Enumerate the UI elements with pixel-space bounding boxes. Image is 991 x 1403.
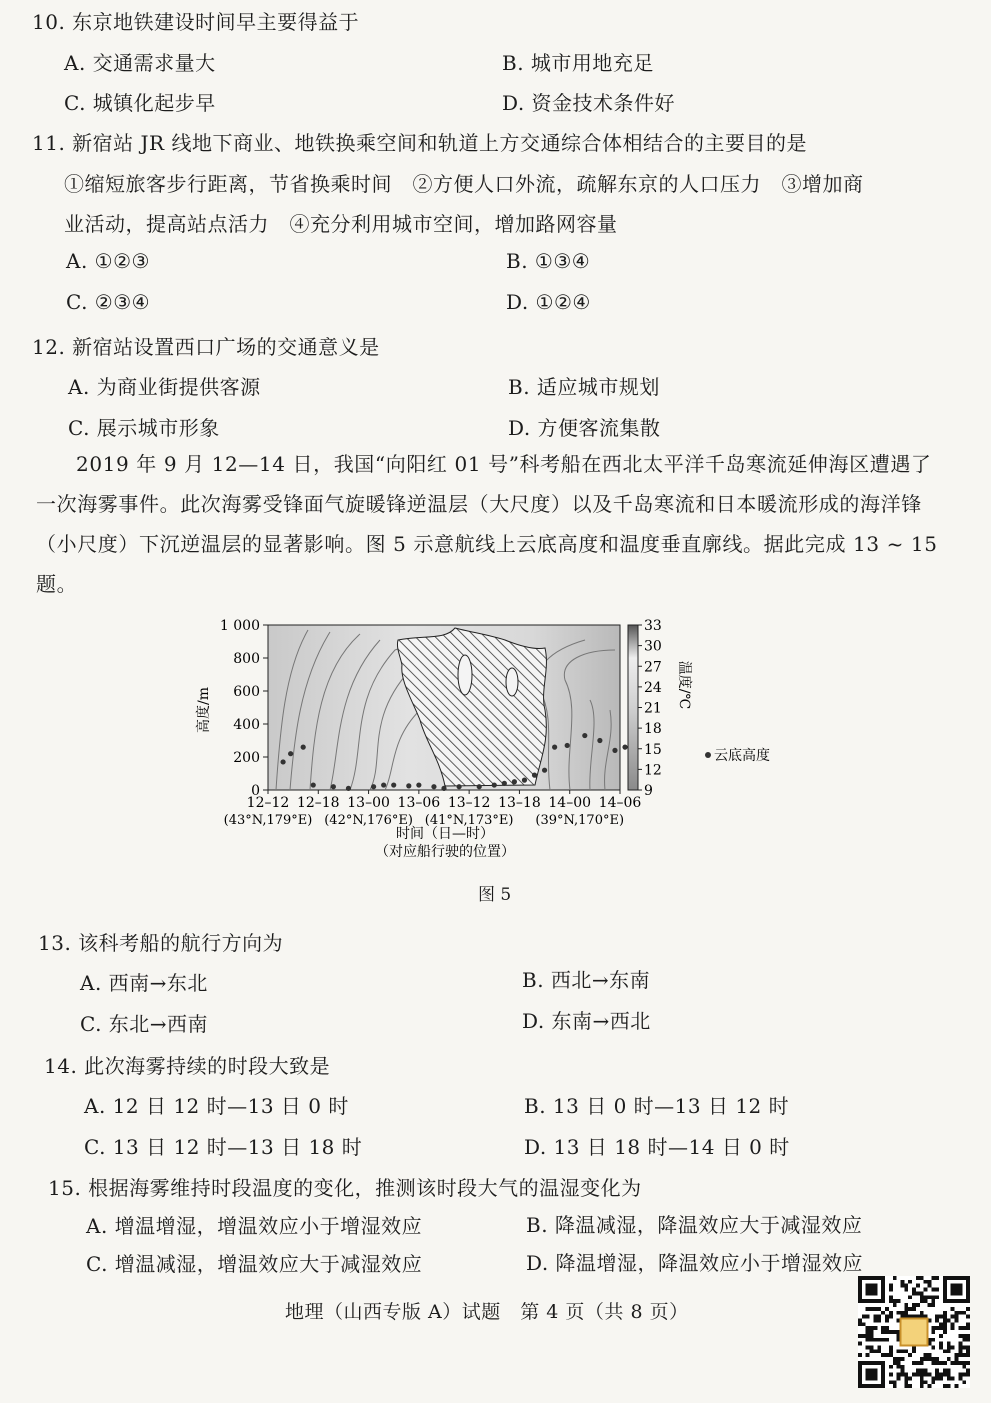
q12-stem: 12. 新宿站设置西口广场的交通意义是	[32, 335, 380, 359]
y-tick-label: 800	[233, 651, 260, 667]
colorbar-tick-label: 33	[644, 618, 662, 634]
q10-option-c: C. 城镇化起步早	[64, 91, 216, 115]
cloud-base-point	[542, 768, 547, 773]
q15-option-c: C. 增温减湿，增温效应大于减湿效应	[86, 1252, 423, 1276]
y-tick-label: 0	[251, 783, 260, 799]
y-tick-label: 400	[233, 717, 260, 733]
x-tick-label: 14–00	[548, 795, 592, 811]
cloud-base-point	[522, 778, 527, 783]
cloud-base-point	[301, 745, 306, 750]
q11-option-a: A. ①②③	[66, 249, 150, 273]
q13-option-a: A. 西南→东北	[80, 971, 208, 995]
colorbar-label: 温度/℃	[676, 660, 692, 710]
x-position-label: (39°N,170°E)	[535, 813, 625, 828]
figure-5-chart	[190, 610, 810, 870]
cloud-base-point	[597, 738, 602, 743]
q11-choices-line2: 业活动，提高站点活力 ④充分利用城市空间，增加路网容量	[64, 212, 618, 236]
page-footer: 地理（山西专版 A）试题 第 4 页（共 8 页）	[285, 1301, 689, 1323]
cloud-base-point	[612, 748, 617, 753]
legend-dot	[705, 752, 711, 758]
cloud-base-point	[441, 786, 446, 791]
cloud-base-point	[532, 773, 537, 778]
q12-option-a: A. 为商业街提供客源	[68, 375, 261, 399]
cloud-base-point	[552, 745, 557, 750]
x-tick-label: 13–12	[447, 795, 491, 811]
cloud-base-point	[456, 784, 461, 789]
q10-stem: 10. 东京地铁建设时间早主要得益于	[32, 10, 360, 34]
cloud-base-point	[280, 759, 285, 764]
cloud-base-point	[565, 743, 570, 748]
x-tick-label: 12–12	[246, 795, 290, 811]
q11-option-c: C. ②③④	[66, 290, 151, 314]
q10-option-a: A. 交通需求量大	[64, 51, 216, 75]
q11-choices-line1: ①缩短旅客步行距离，节省换乘时间 ②方便人口外流，疏解东京的人口压力 ③增加商	[64, 172, 864, 196]
cloud-base-point	[512, 779, 517, 784]
q15-option-a: A. 增温增湿，增温效应小于增湿效应	[86, 1214, 423, 1238]
q11-option-d: D. ①②④	[506, 290, 591, 314]
q14-option-c: C. 13 日 12 时—13 日 18 时	[84, 1135, 363, 1159]
colorbar	[628, 625, 638, 790]
x-tick-label: 12–18	[296, 795, 340, 811]
q13-option-b: B. 西北→东南	[522, 968, 651, 992]
y-tick-label: 1 000	[219, 618, 260, 634]
x-tick-label: 13–06	[397, 795, 441, 811]
cloud-base-point	[431, 784, 436, 789]
x-position-label: (43°N,179°E)	[223, 813, 313, 828]
cloud-base-point	[371, 784, 376, 789]
legend-label: 云底高度	[714, 748, 770, 764]
cloud-base-point	[311, 782, 316, 787]
q11-stem: 11. 新宿站 JR 线地下商业、地铁换乘空间和轨道上方交通综合体相结合的主要目的是	[32, 131, 807, 155]
q14-option-a: A. 12 日 12 时—13 日 0 时	[84, 1094, 349, 1118]
cloud-base-point	[502, 781, 507, 786]
q14-option-b: B. 13 日 0 时—13 日 12 时	[524, 1094, 790, 1118]
cloud-base-point	[416, 782, 421, 787]
colorbar-tick-label: 21	[644, 700, 662, 717]
cloud-base-point	[406, 783, 411, 788]
q12-option-d: D. 方便客流集散	[508, 416, 661, 440]
x-tick-label: 14–06	[598, 795, 642, 811]
q13-option-d: D. 东南→西北	[522, 1009, 651, 1033]
cloud-base-point	[582, 733, 587, 738]
y-tick-label: 600	[233, 684, 260, 700]
q14-option-d: D. 13 日 18 时—14 日 0 时	[524, 1135, 790, 1159]
colorbar-tick-label: 18	[644, 721, 662, 738]
q10-option-b: B. 城市用地充足	[502, 51, 654, 75]
q12-option-c: C. 展示城市形象	[68, 416, 220, 440]
colorbar-tick-label: 9	[644, 783, 653, 799]
colorbar-tick-label: 15	[644, 741, 662, 758]
x-position-label: (41°N,173°E)	[424, 813, 514, 828]
x-tick-label: 13–18	[498, 795, 541, 811]
q13-stem: 13. 该科考船的航行方向为	[38, 931, 284, 955]
colorbar-tick-label: 27	[644, 659, 662, 676]
cloud-base-point	[622, 745, 627, 750]
qr-code-icon	[858, 1276, 970, 1388]
q15-option-d: D. 降温增湿，降温效应小于增湿效应	[526, 1251, 864, 1275]
cloud-base-point	[391, 782, 396, 787]
q15-stem: 15. 根据海雾维持时段温度的变化，推测该时段大气的温湿变化为	[48, 1176, 642, 1200]
q12-option-b: B. 适应城市规划	[508, 375, 660, 399]
x-tick-label: 13–00	[347, 795, 390, 811]
q14-stem: 14. 此次海雾持续的时段大致是	[44, 1054, 331, 1078]
cloud-base-point	[331, 784, 336, 789]
colorbar-tick-label: 30	[644, 638, 662, 655]
figure-caption: 图 5	[478, 885, 512, 905]
passage: 2019 年 9 月 12—14 日，我国“向阳红 01 号”科考船在西北太平洋千岛寒流延伸海区遭遇了一次海雾事件。此次海雾受锋面气旋暖锋逆温层（大尺度）以及千岛寒流和日本暖流形成的海洋锋（小尺度）下沉逆温层的显著影响。图 5 示意航线上云底高度和温度垂直廓线。据此完成 13 ~ 15 题。	[36, 452, 938, 596]
q15-option-b: B. 降温减湿，降温效应大于减湿效应	[526, 1213, 863, 1237]
cloud-base-point	[381, 782, 386, 787]
q13-option-c: C. 东北→西南	[80, 1012, 209, 1036]
x-axis-label: 时间（日—时）	[396, 826, 494, 842]
x-axis-sublabel: （对应船行驶的位置）	[375, 844, 515, 860]
q11-option-b: B. ①③④	[506, 249, 591, 273]
cloud-base-point	[288, 751, 293, 756]
y-axis-label: 高度/m	[196, 687, 212, 733]
q10-option-d: D. 资金技术条件好	[502, 91, 676, 115]
colorbar-tick-label: 12	[644, 762, 662, 779]
y-tick-label: 200	[233, 750, 260, 766]
cloud-base-point	[492, 782, 497, 787]
cloud-base-point	[346, 786, 351, 791]
colorbar-tick-label: 24	[644, 679, 662, 696]
cloud-base-point	[477, 784, 482, 789]
x-position-label: (42°N,176°E)	[324, 813, 413, 828]
